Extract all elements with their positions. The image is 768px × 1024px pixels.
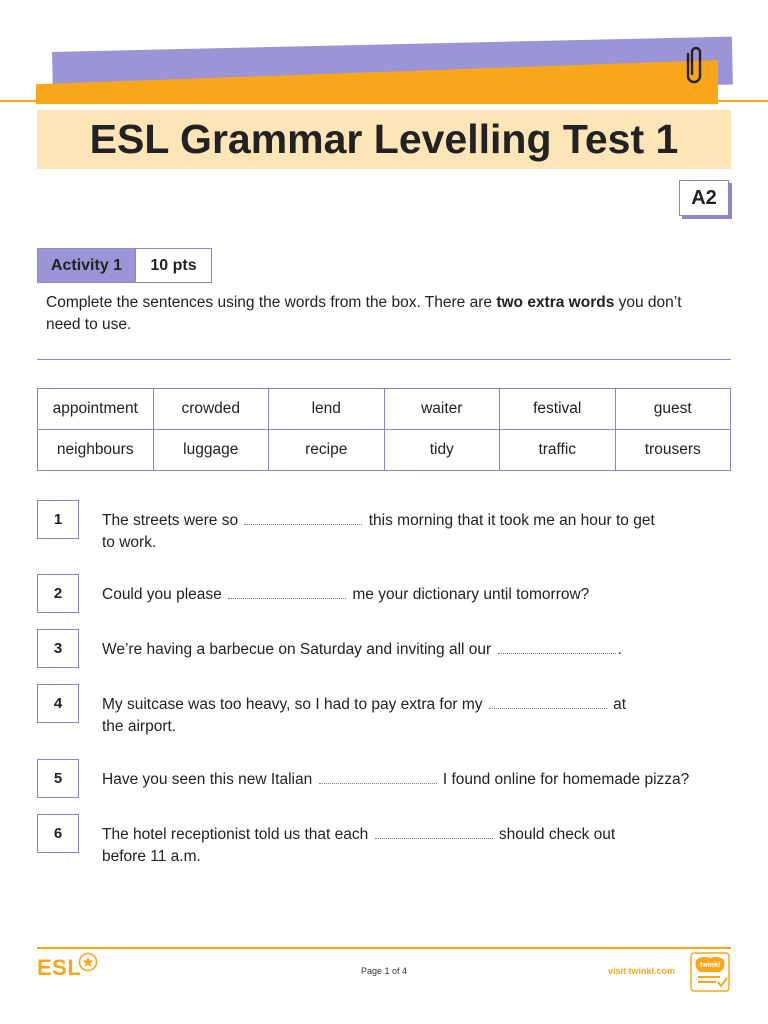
section-divider [37,359,731,360]
question-text-after: at [608,696,627,713]
answer-blank-2[interactable] [228,586,346,599]
word-cell: recipe [269,430,385,471]
question-text-before: The hotel receptionist told us that each [102,826,373,843]
word-cell: neighbours [38,430,154,471]
paperclip-icon [680,44,708,86]
activity-points: 10 pts [136,248,212,283]
word-box-row [38,430,731,471]
question-1-text [102,510,722,554]
question-text-after: me your dictionary until tomorrow? [348,586,590,603]
question-number-4: 4 [37,684,79,723]
footer-rule [37,947,731,949]
header-rule [0,100,768,102]
word-cell: traffic [500,430,616,471]
word-cell: festival [500,389,616,430]
question-number-5: 5 [37,759,79,798]
word-cell: crowded [153,389,269,430]
question-text-after: should check out [494,826,616,843]
question-text-line2: the airport. [102,718,177,735]
word-cell: waiter [384,389,500,430]
instruction-text-end: you don’t need to use. [46,294,682,333]
question-text-before: We’re having a barbecue on Saturday and inviting all our [102,641,496,658]
question-5-text [102,769,722,791]
question-number-3: 3 [37,629,79,668]
level-badge: A2 [679,180,729,216]
question-2-text [102,584,722,606]
instructions [46,292,716,336]
question-text-line2: before 11 a.m. [102,848,201,865]
question-4-text [102,694,722,738]
word-cell: appointment [38,389,154,430]
answer-blank-1[interactable] [244,512,362,525]
page-title: ESL Grammar Levelling Test 1 [37,110,731,169]
question-text-before: Have you seen this new Italian [102,771,317,788]
question-number-2: 2 [37,574,79,613]
word-cell: luggage [153,430,269,471]
word-cell: guest [615,389,731,430]
question-number-1: 1 [37,500,79,539]
question-text-after: I found online for homemade pizza? [438,771,690,788]
badge-text: twinkl [700,962,720,969]
activity-label: Activity 1 [37,248,136,283]
question-3-text [102,639,722,661]
question-number-6: 6 [37,814,79,853]
esl-logo: ESL [37,955,82,980]
instruction-text-bold: two extra words [496,294,615,311]
instruction-text-start: Complete the sentences using the words from the box. There are [46,294,497,311]
answer-blank-4[interactable] [489,696,607,709]
word-cell: tidy [384,430,500,471]
answer-blank-3[interactable] [498,641,616,654]
question-6-text [102,824,722,868]
word-cell: trousers [615,430,731,471]
word-cell: lend [269,389,385,430]
answer-blank-6[interactable] [375,826,493,839]
twinkl-quality-badge-icon [690,952,730,992]
question-text-line2: to work. [102,534,157,551]
question-text-before: My suitcase was too heavy, so I had to pay extra for my [102,696,487,713]
word-box [37,388,731,471]
visit-link[interactable]: visit twinkl.com [608,966,676,976]
question-text-before: The streets were so [102,512,243,529]
page-number: Page 1 of 4 [360,966,408,976]
question-text-after: . [617,641,622,658]
word-box-row [38,389,731,430]
question-text-before: Could you please [102,586,227,603]
answer-blank-5[interactable] [319,771,437,784]
esl-star-icon [78,952,98,972]
question-text-after: this morning that it took me an hour to get [364,512,655,529]
